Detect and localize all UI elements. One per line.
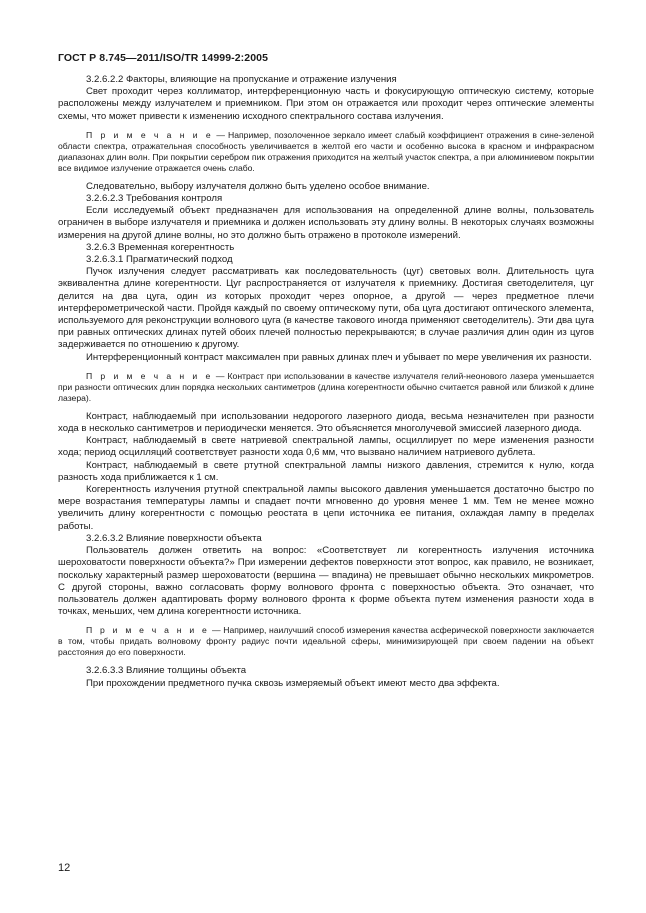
- paragraph: Если исследуемый объект предназначен для использования на определенной длине волны, пользователь ограничен в выборе излучателя и приемника и должен использовать эту длину волны. В некоторых случаях возможны измерения на другой длине волны, но это должно быть отражено в протоколе измерений.: [58, 205, 594, 241]
- paragraph: Контраст, наблюдаемый при использовании недорогого лазерного диода, весьма незначителен при разности хода в несколько сантиметров и периодически меняется. Это объясняется многолучевой эмиссией лазерного диода.: [58, 410, 594, 435]
- note-label: П р и м е ч а н и е: [86, 370, 213, 381]
- document-header: ГОСТ Р 8.745—2011/ISO/TR 14999-2:2005: [58, 52, 269, 64]
- paragraph: Следовательно, выбору излучателя должно быть уделено особое внимание.: [86, 180, 430, 192]
- paragraph: Контраст, наблюдаемый в свете натриевой спектральной лампы, осциллирует по мере изменения разности хода; период осцилляций соответствует разности хода 0,6 мм, что вызвано наличием натриевого дублета.: [58, 435, 594, 459]
- note-label: П р и м е ч а н и е: [86, 129, 214, 140]
- paragraph: Когерентность излучения ртутной спектральной лампы высокого давления уменьшается достаточно быстро по мере возрастания температуры лампы и спадает почти мгновенно до уровня менее 1 мм. Тем не менее можно увеличить длину когерентности с помощью реостата в цепи источника ее питания, охлаждая лампу в пределах работы.: [58, 484, 594, 532]
- note-label: П р и м е ч а н и е: [86, 625, 210, 636]
- paragraph: При прохождении предметного пучка сквозь измеряемый объект имеют место два эффекта.: [86, 677, 500, 689]
- section-heading-3-2-6-3-3: 3.2.6.3.3 Влияние толщины объекта: [86, 665, 247, 677]
- paragraph: Пользователь должен ответить на вопрос: «Соответствует ли когерентность излучения источника шероховатости поверхности объекта?» При измерении дефектов поверхности этот вопрос, как правило, не возникает, поскольку характерный размер шероховатости (вершина — впадина) не превышает обычно нескольких микрометров. С другой стороны, важно согласовать форму волнового фронта с поверхностью объекта. Это означает, что пользователь должен адаптировать форму волнового фронта к форме объекта путем изменения разности хода в точках, меньших, чем длина когерентности источника.: [58, 545, 594, 618]
- note: [58, 130, 594, 174]
- paragraph: Пучок излучения следует рассматривать как последовательность (цуг) световых волн. Длительность цуга эквивалентна длине когерентности. Цуг распространяется от излучателя к приемнику. Достигая светоделителя, цуг делится на два цуга, один из которых проходит через опорное, а другой — через предметное плечи интерферометрической части. Пройдя каждый по своему оптическому пути, оба цуга достигают оптического элемента, используемого для реконструкции волнового цуга (в качестве такового иногда применяют светоделитель). Эти два цуга при равных оптических длинах путей обоих плечей полностью перекрываются; в случае различия длин один из цугов задерживается по отношению к другому.: [58, 266, 594, 351]
- section-heading-3-2-6-2-3: 3.2.6.2.3 Требования контроля: [86, 193, 223, 205]
- section-heading-3-2-6-3-1: 3.2.6.3.1 Прагматический подход: [86, 254, 233, 266]
- section-heading-3-2-6-3: 3.2.6.3 Временная когерентность: [86, 241, 235, 253]
- page-number: 12: [58, 862, 71, 874]
- note: [58, 625, 594, 658]
- note-text: — Контраст при использовании в качестве излучателя гелий-неонового лазера уменьшается при разности оптических длин порядка нескольких сантиметров (длина когерентности обычно считается равной или близкой к длине лазера).: [58, 370, 594, 403]
- paragraph: Интерференционный контраст максимален при равных длинах плеч и убывает по мере увеличения их разности.: [86, 351, 592, 363]
- note: [58, 371, 594, 404]
- page-body: [58, 74, 594, 690]
- note-text: — Например, наилучший способ измерения качества асферической поверхности заключается в том, чтобы придать волновому фронту радиус почти идеальной сферы, минимизирующей при своем падении на объект расстояния до его поверхности.: [58, 625, 594, 658]
- note-text: — Например, позолоченное зеркало имеет слабый коэффициент отражения в сине-зеленой области спектра, отражательная способность увеличивается в желтой его части и особенно высока в красном и инфракрасном диапазонах длин волн. При покрытии серебром пик отражения приходится на желтый участок спектра, а при алюминиевом покрытии все видимое излучение отражается очень слабо.: [58, 129, 594, 173]
- paragraph: Свет проходит через коллиматор, интерференционную часть и фокусирующую оптическую систему, которые расположены между излучателем и приемником. При этом он отражается или проходит через оптические элементы схемы, что может привести к изменению исходного спектрального состава излучения.: [58, 86, 594, 122]
- paragraph: Контраст, наблюдаемый в свете ртутной спектральной лампы низкого давления, стремится к нулю, когда разность хода приближается к 1 см.: [58, 459, 594, 483]
- section-heading-3-2-6-3-2: 3.2.6.3.2 Влияние поверхности объекта: [86, 532, 262, 544]
- section-heading-3-2-6-2-2: 3.2.6.2.2 Факторы, влияющие на пропускание и отражение излучения: [86, 74, 397, 85]
